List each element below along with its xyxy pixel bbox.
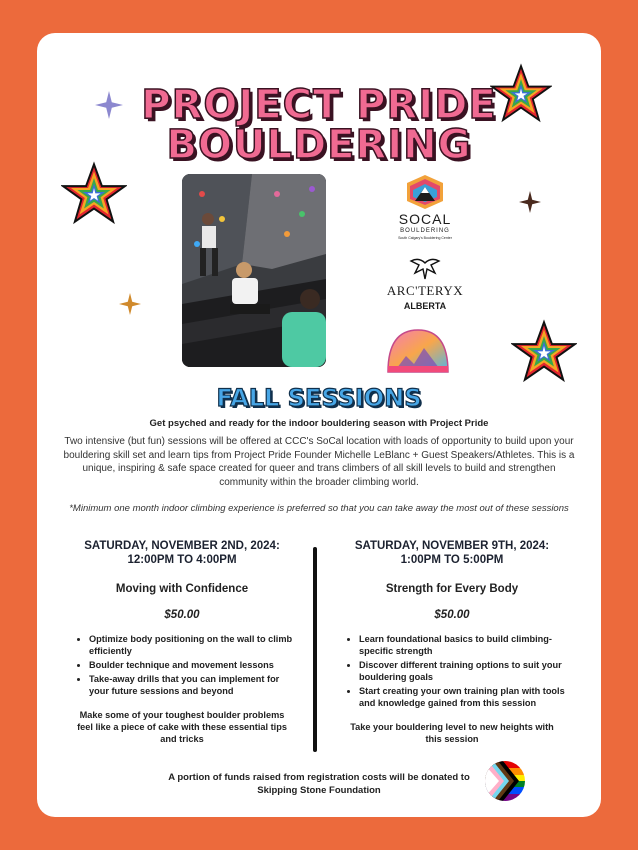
session-2-tagline: Take your bouldering level to new heights with this session (350, 722, 554, 744)
session-2-price: $50.00 (434, 609, 470, 621)
poster-card (37, 33, 601, 817)
climbing-photo (182, 174, 326, 367)
list-item: • Start creating your own training plan with tools and knowledge gained from this session (359, 685, 567, 709)
session-1-title: Moving with Confidence (115, 583, 249, 595)
session-2-date: SATURDAY, NOVEMBER 9TH, 2024: (354, 540, 550, 552)
arcteryx-name: ARC'TERYX (386, 283, 464, 298)
list-item: • Discover different training options to suit your bouldering goals (359, 659, 567, 683)
experience-note: *Minimum one month indoor climbing experience is preferred so that you can take away the most out of these sessions (69, 503, 569, 514)
session-2 (337, 539, 567, 745)
title-line-1: PROJECT PRIDE (141, 82, 497, 128)
session-1-tagline: Make some of your toughest boulder problems feel like a piece of cake with these essential tips and tricks (77, 710, 287, 744)
list-item: • Take-away drills that you can implement for your future sessions and beyond (89, 673, 297, 697)
progress-pride-flag-icon (485, 761, 525, 801)
session-1-time: 12:00PM TO 4:00PM (127, 554, 237, 566)
session-1-price: $50.00 (164, 609, 200, 621)
session-1-date: SATURDAY, NOVEMBER 2ND, 2024: (84, 540, 280, 552)
sparkle-icon (519, 191, 541, 213)
sparkle-icon (119, 293, 141, 315)
socal-sub: BOULDERING (400, 228, 450, 234)
rainbow-star-icon (511, 319, 577, 385)
list-item: • Boulder technique and movement lessons (89, 659, 297, 671)
arcteryx-bird-logo (409, 255, 441, 281)
list-item: • Optimize body positioning on the wall to climb efficiently (89, 633, 297, 657)
arcteryx-region: ALBERTA (403, 301, 447, 311)
socal-tagline: South Calgary's Bouldering Center (398, 236, 452, 240)
column-divider (313, 547, 317, 752)
title-line-2: BOULDERING (166, 122, 472, 168)
session-2-title: Strength for Every Body (385, 583, 519, 595)
list-item: • Learn foundational basics to build climbing-specific strength (359, 633, 567, 657)
fall-sessions-heading: FALL SESSIONS (216, 384, 422, 412)
socal-name: SOCAL (398, 211, 452, 227)
subtitle: Get psyched and ready for the indoor bouldering season with Project Pride (149, 418, 489, 429)
rainbow-star-icon (61, 161, 127, 227)
session-2-time: 1:00PM TO 5:00PM (400, 554, 504, 566)
session-1-bullets (67, 633, 297, 697)
donation-footer: A portion of funds raised from registration costs will be donated to Skipping Stone Foundation (168, 772, 470, 796)
pride-climbing-badge (386, 326, 450, 374)
session-2-bullets (337, 633, 567, 709)
session-1 (67, 539, 297, 745)
intro-paragraph: Two intensive (but fun) sessions will be offered at CCC's SoCal location with loads of opportunity to build upon your bouldering skill set and learn tips from Project Pride Founder Michelle LeBlanc + Guest Speakers/Athletes. This is a unique, inspiring & safe space created for queer and trans climbers of all skill levels to build and strengthen community within the broader climbing world. (63, 436, 575, 488)
arcteryx-logo (377, 255, 473, 317)
socal-bouldering-logo (387, 173, 463, 247)
